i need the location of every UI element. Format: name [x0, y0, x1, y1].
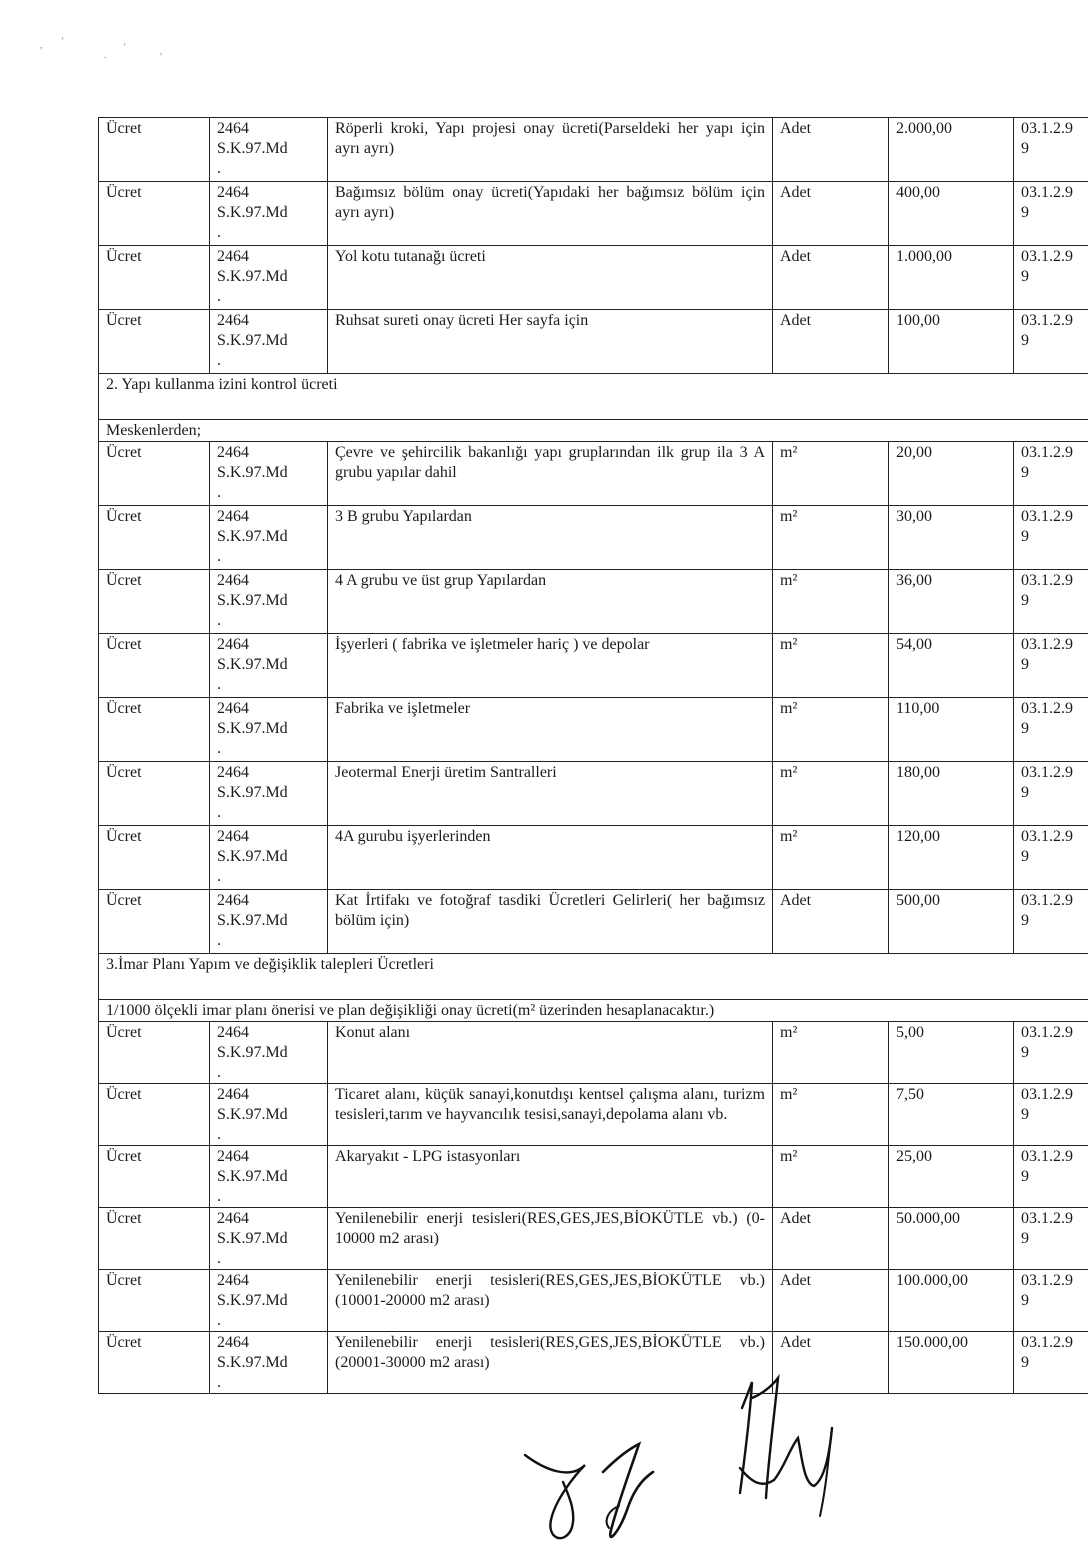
law-reference-cell [210, 634, 328, 698]
subsection-heading-row [99, 1000, 1088, 1022]
amount-cell: 2.000,00 [889, 118, 1014, 182]
description-cell: 4A gurubu işyerlerinden [328, 826, 773, 890]
budget-code-cell: 03.1.2.9 9 [1014, 1084, 1088, 1146]
fee-type-cell: Ücret [99, 310, 210, 374]
unit-cell: m² [773, 570, 889, 634]
law-reference: 2464 S.K.97.Md [217, 828, 288, 865]
budget-code-cell: 03.1.2.9 9 [1014, 570, 1088, 634]
amount-cell: 7,50 [889, 1084, 1014, 1146]
table-row [99, 826, 1088, 890]
unit-cell: Adet [773, 310, 889, 374]
amount-cell: 150.000,00 [889, 1332, 1014, 1394]
fee-table [98, 117, 1088, 1394]
table-row [99, 1084, 1088, 1146]
table-row [99, 762, 1088, 826]
amount-cell: 120,00 [889, 826, 1014, 890]
law-reference-cell [210, 826, 328, 890]
description-cell: Röperli kroki, Yapı projesi onay ücreti(Parseldeki her yapı için ayrı ayrı) [328, 118, 773, 182]
amount-cell: 100.000,00 [889, 1270, 1014, 1332]
budget-code-cell: 03.1.2.9 9 [1014, 442, 1088, 506]
amount-cell: 50.000,00 [889, 1208, 1014, 1270]
law-reference-dot: . [217, 1126, 221, 1143]
law-reference-dot: . [217, 740, 221, 757]
unit-cell: m² [773, 442, 889, 506]
amount-cell: 30,00 [889, 506, 1014, 570]
law-reference-dot: . [217, 1250, 221, 1267]
amount-cell: 180,00 [889, 762, 1014, 826]
description-cell: 3 B grubu Yapılardan [328, 506, 773, 570]
subsection-heading-row [99, 420, 1088, 442]
law-reference-dot: . [217, 1188, 221, 1205]
budget-code-cell: 03.1.2.9 9 [1014, 1332, 1088, 1394]
unit-cell: Adet [773, 1270, 889, 1332]
section-heading-row [99, 374, 1088, 420]
law-reference-cell [210, 1146, 328, 1208]
fee-type-cell: Ücret [99, 1208, 210, 1270]
budget-code-cell: 03.1.2.9 9 [1014, 506, 1088, 570]
subsection-heading: Meskenlerden; [99, 420, 1088, 442]
unit-cell: Adet [773, 890, 889, 954]
section-heading-row [99, 954, 1088, 1000]
unit-cell: m² [773, 698, 889, 762]
fee-type-cell: Ücret [99, 762, 210, 826]
law-reference-dot: . [217, 352, 221, 369]
amount-cell: 20,00 [889, 442, 1014, 506]
budget-code-cell: 03.1.2.9 9 [1014, 890, 1088, 954]
law-reference: 2464 S.K.97.Md [217, 444, 288, 481]
fee-type-cell: Ücret [99, 246, 210, 310]
table-row [99, 118, 1088, 182]
table-row [99, 1208, 1088, 1270]
law-reference: 2464 S.K.97.Md [217, 1086, 288, 1123]
scan-mark: ' [124, 42, 126, 52]
law-reference-cell [210, 1022, 328, 1084]
fee-type-cell: Ücret [99, 1146, 210, 1208]
unit-cell: Adet [773, 182, 889, 246]
unit-cell: Adet [773, 1208, 889, 1270]
unit-cell: Adet [773, 1332, 889, 1394]
law-reference-cell [210, 246, 328, 310]
description-cell: Yol kotu tutanağı ücreti [328, 246, 773, 310]
unit-cell: m² [773, 506, 889, 570]
amount-cell: 500,00 [889, 890, 1014, 954]
law-reference-dot: . [217, 612, 221, 629]
budget-code-cell: 03.1.2.9 9 [1014, 1208, 1088, 1270]
law-reference-cell [210, 182, 328, 246]
budget-code-cell: 03.1.2.9 9 [1014, 118, 1088, 182]
table-row [99, 698, 1088, 762]
law-reference: 2464 S.K.97.Md [217, 1334, 288, 1371]
table-row [99, 182, 1088, 246]
law-reference-cell [210, 762, 328, 826]
fee-type-cell: Ücret [99, 442, 210, 506]
amount-cell: 5,00 [889, 1022, 1014, 1084]
law-reference-dot: . [217, 932, 221, 949]
amount-cell: 400,00 [889, 182, 1014, 246]
unit-cell: m² [773, 1146, 889, 1208]
law-reference-dot: . [217, 1312, 221, 1329]
unit-cell: Adet [773, 118, 889, 182]
law-reference-cell [210, 1332, 328, 1394]
scan-mark: , [40, 40, 43, 50]
law-reference: 2464 S.K.97.Md [217, 700, 288, 737]
description-cell: İşyerleri ( fabrika ve işletmeler hariç ) ve depolar [328, 634, 773, 698]
description-cell: 4 A grubu ve üst grup Yapılardan [328, 570, 773, 634]
unit-cell: m² [773, 1084, 889, 1146]
table-row [99, 1022, 1088, 1084]
amount-cell: 54,00 [889, 634, 1014, 698]
law-reference-dot: . [217, 160, 221, 177]
fee-type-cell: Ücret [99, 506, 210, 570]
law-reference: 2464 S.K.97.Md [217, 508, 288, 545]
law-reference-cell [210, 698, 328, 762]
unit-cell: m² [773, 1022, 889, 1084]
fee-type-cell: Ücret [99, 890, 210, 954]
subsection-heading: 1/1000 ölçekli imar planı önerisi ve plan değişikliği onay ücreti(m² üzerinden hesaplanacaktır.) [99, 1000, 1088, 1022]
fee-type-cell: Ücret [99, 634, 210, 698]
law-reference-cell [210, 310, 328, 374]
unit-cell: m² [773, 826, 889, 890]
description-cell: Ruhsat sureti onay ücreti Her sayfa için [328, 310, 773, 374]
budget-code-cell: 03.1.2.9 9 [1014, 1146, 1088, 1208]
fee-type-cell: Ücret [99, 1332, 210, 1394]
budget-code-cell: 03.1.2.9 9 [1014, 246, 1088, 310]
budget-code-cell: 03.1.2.9 9 [1014, 1022, 1088, 1084]
law-reference-dot: . [217, 548, 221, 565]
fee-table-body [99, 118, 1088, 1394]
description-cell: Bağımsız bölüm onay ücreti(Yapıdaki her bağımsız bölüm için ayrı ayrı) [328, 182, 773, 246]
law-reference: 2464 S.K.97.Md [217, 312, 288, 349]
table-row [99, 310, 1088, 374]
budget-code-cell: 03.1.2.9 9 [1014, 310, 1088, 374]
description-cell: Yenilenebilir enerji tesisleri(RES,GES,JES,BİOKÜTLE vb.) (20001-30000 m2 arası) [328, 1332, 773, 1394]
law-reference: 2464 S.K.97.Md [217, 636, 288, 673]
law-reference-cell [210, 570, 328, 634]
law-reference-dot: . [217, 676, 221, 693]
law-reference-cell [210, 118, 328, 182]
amount-cell: 36,00 [889, 570, 1014, 634]
amount-cell: 110,00 [889, 698, 1014, 762]
description-cell: Yenilenebilir enerji tesisleri(RES,GES,JES,BİOKÜTLE vb.) (10001-20000 m2 arası) [328, 1270, 773, 1332]
law-reference-dot: . [217, 868, 221, 885]
table-row [99, 634, 1088, 698]
law-reference: 2464 S.K.97.Md [217, 572, 288, 609]
signature-right [722, 1368, 842, 1518]
law-reference-dot: . [217, 1374, 221, 1391]
law-reference: 2464 S.K.97.Md [217, 1210, 288, 1247]
fee-type-cell: Ücret [99, 1270, 210, 1332]
description-cell: Ticaret alanı, küçük sanayi,konutdışı kentsel çalışma alanı, turizm tesisleri,tarım ve hayvancılık tesisi,sanayi,depolama alanı vb. [328, 1084, 773, 1146]
description-cell: Jeotermal Enerji üretim Santralleri [328, 762, 773, 826]
law-reference-cell [210, 1208, 328, 1270]
law-reference-dot: . [217, 1064, 221, 1081]
budget-code-cell: 03.1.2.9 9 [1014, 634, 1088, 698]
amount-cell: 1.000,00 [889, 246, 1014, 310]
law-reference-dot: . [217, 224, 221, 241]
signature-left [515, 1420, 675, 1550]
fee-type-cell: Ücret [99, 1022, 210, 1084]
fee-type-cell: Ücret [99, 182, 210, 246]
law-reference: 2464 S.K.97.Md [217, 1024, 288, 1061]
description-cell: Fabrika ve işletmeler [328, 698, 773, 762]
law-reference-cell [210, 890, 328, 954]
description-cell: Kat İrtifakı ve fotoğraf tasdiki Ücretleri Gelirleri( her bağımsız bölüm için) [328, 890, 773, 954]
law-reference: 2464 S.K.97.Md [217, 1148, 288, 1185]
fee-type-cell: Ücret [99, 118, 210, 182]
description-cell: Konut alanı [328, 1022, 773, 1084]
budget-code-cell: 03.1.2.9 9 [1014, 182, 1088, 246]
fee-type-cell: Ücret [99, 698, 210, 762]
unit-cell: m² [773, 762, 889, 826]
budget-code-cell: 03.1.2.9 9 [1014, 1270, 1088, 1332]
table-row [99, 246, 1088, 310]
law-reference-dot: . [217, 288, 221, 305]
law-reference-dot: . [217, 804, 221, 821]
amount-cell: 25,00 [889, 1146, 1014, 1208]
law-reference: 2464 S.K.97.Md [217, 764, 288, 801]
fee-type-cell: Ücret [99, 570, 210, 634]
table-row [99, 1270, 1088, 1332]
law-reference: 2464 S.K.97.Md [217, 1272, 288, 1309]
table-row [99, 1332, 1088, 1394]
table-row [99, 442, 1088, 506]
unit-cell: m² [773, 634, 889, 698]
table-row [99, 570, 1088, 634]
section-heading: 3.İmar Planı Yapım ve değişiklik talepleri Ücretleri [99, 954, 1088, 1000]
unit-cell: Adet [773, 246, 889, 310]
budget-code-cell: 03.1.2.9 9 [1014, 698, 1088, 762]
law-reference-cell [210, 506, 328, 570]
description-cell: Yenilenebilir enerji tesisleri(RES,GES,JES,BİOKÜTLE vb.) (0-10000 m2 arası) [328, 1208, 773, 1270]
amount-cell: 100,00 [889, 310, 1014, 374]
scan-mark: , [160, 46, 163, 56]
law-reference: 2464 S.K.97.Md [217, 184, 288, 221]
scan-mark: . [104, 50, 107, 60]
law-reference: 2464 S.K.97.Md [217, 892, 288, 929]
law-reference-cell [210, 442, 328, 506]
table-row [99, 506, 1088, 570]
table-row [99, 1146, 1088, 1208]
law-reference-dot: . [217, 484, 221, 501]
section-heading: 2. Yapı kullanma izini kontrol ücreti [99, 374, 1088, 420]
description-cell: Çevre ve şehircilik bakanlığı yapı gruplarından ilk grup ila 3 A grubu yapılar dahil [328, 442, 773, 506]
description-cell: Akaryakıt - LPG istasyonları [328, 1146, 773, 1208]
fee-type-cell: Ücret [99, 1084, 210, 1146]
law-reference: 2464 S.K.97.Md [217, 248, 288, 285]
scan-mark: ' [62, 36, 64, 46]
law-reference-cell [210, 1270, 328, 1332]
table-row [99, 890, 1088, 954]
budget-code-cell: 03.1.2.9 9 [1014, 762, 1088, 826]
law-reference: 2464 S.K.97.Md [217, 120, 288, 157]
fee-type-cell: Ücret [99, 826, 210, 890]
law-reference-cell [210, 1084, 328, 1146]
budget-code-cell: 03.1.2.9 9 [1014, 826, 1088, 890]
